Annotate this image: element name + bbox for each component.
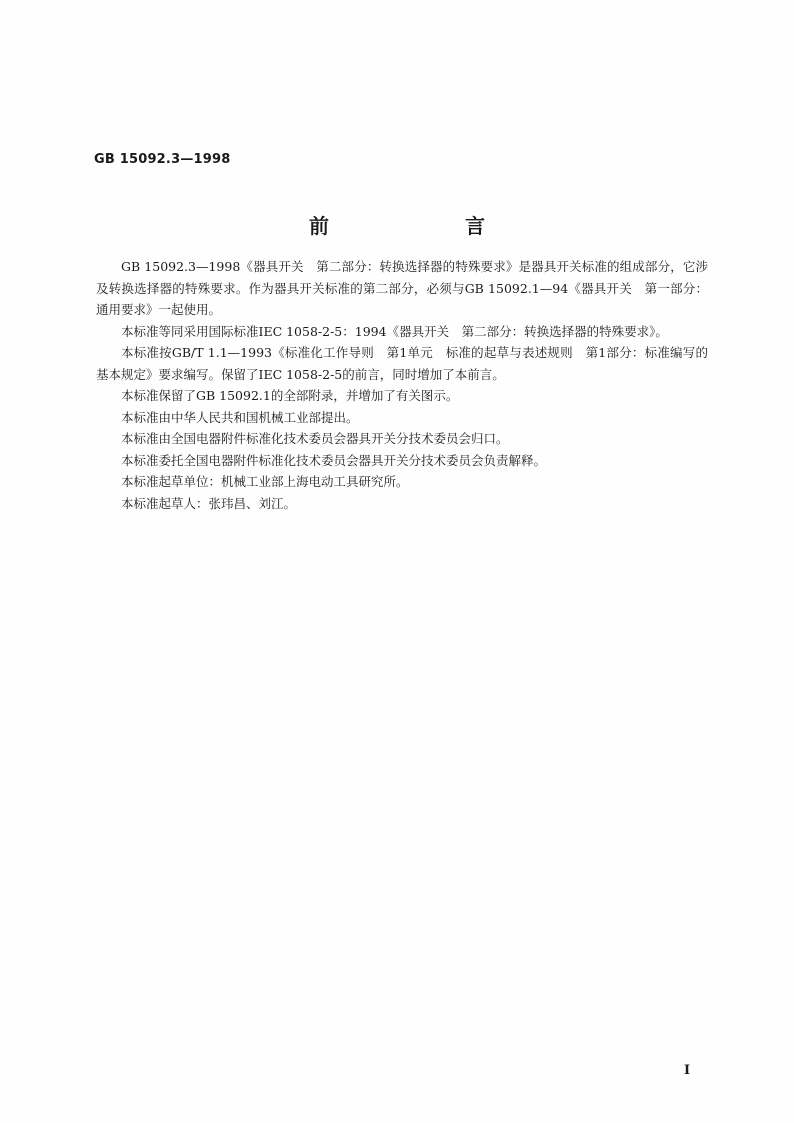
paragraph: 本标准等同采用国际标准IEC 1058-2-5：1994《器具开关 第二部分：转换选择器的特殊要求》。 bbox=[121, 323, 668, 339]
paragraph: 本标准起草单位：机械工业部上海电动工具研究所。 bbox=[121, 474, 409, 489]
paragraph: 本标准起草人：张玮昌、刘江。 bbox=[121, 495, 297, 511]
page-title: 前 言 bbox=[309, 214, 543, 238]
paragraph: 本标准保留了GB 15092.1的全部附录，并增加了有关图示。 bbox=[121, 388, 459, 403]
paragraph: GB 15092.3—1998《器具开关 第二部分：转换选择器的特殊要求》是器具开关标准的组成部分，它涉及转换选择器的特殊要求。作为器具开关标准的第二部分，必须与GB 15092.1—94《器具开关 第一部分：通用要求》一起使用。 bbox=[96, 259, 708, 317]
paragraph: 本标准委托全国电器附件标准化技术委员会器具开关分技术委员会负责解释。 bbox=[121, 452, 547, 468]
foreword-body bbox=[96, 256, 708, 514]
standard-code: GB 15092.3—1998 bbox=[94, 152, 231, 167]
paragraph: 本标准由全国电器附件标准化技术委员会器具开关分技术委员会归口。 bbox=[121, 431, 509, 446]
paragraph: 本标准按GB/T 1.1—1993《标准化工作导则 第1单元 标准的起草与表述规则 第1部分：标准编写的基本规定》要求编写。保留了IEC 1058-2-5的前言，同时增加了本前言。 bbox=[96, 345, 708, 382]
paragraph: 本标准由中华人民共和国机械工业部提出。 bbox=[121, 409, 359, 425]
page-number: Ⅰ bbox=[684, 1063, 691, 1078]
